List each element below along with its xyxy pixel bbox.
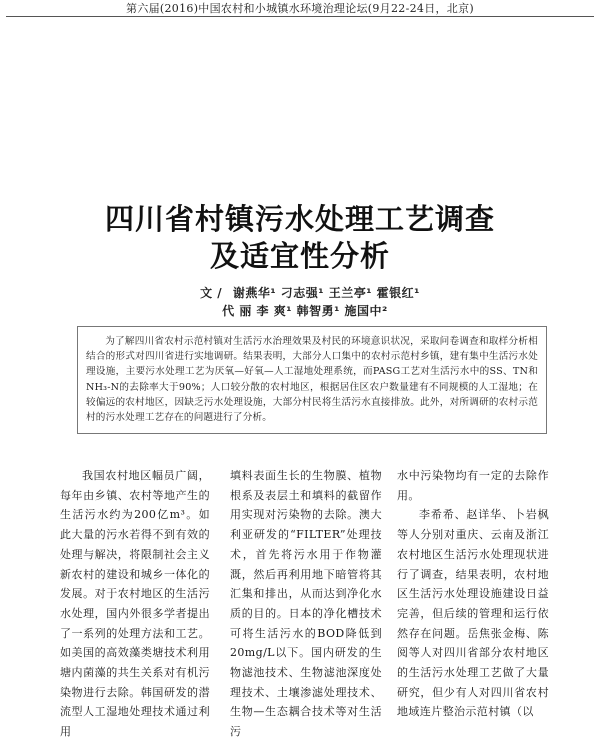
running-header — [0, 0, 600, 22]
body-column-3 — [397, 466, 549, 719]
abstract-box: 为了解四川省农村示范村镇对生活污水治理效果及村民的环境意识状况，采取问卷调查和取样分析相结合的形式对四川省进行实地调研。结果表明，大部分人口集中的农村示范村乡镇，建有集中生活污水处理设施，主要污水处理工艺为厌氧—好氧—人工湿地处理系统，而PASG工艺对生活污水中的SS、TN和NH₃-N的去除率大于90%；人口较分散的农村地区，根据居住区农户数量建有不同规模的人工湿地；在较偏远的农村地区，因缺乏污水处理设施，大部分村民将生活污水直接排放。此外，对所调研的农村示范村的污水处理工艺存在的问题进行了分析。 — [77, 326, 547, 434]
author-names-1: 谢燕华¹ 刁志强¹ 王兰亭¹ 霍银红¹ — [232, 286, 420, 300]
running-header-text: 第六届(2016)中国农村和小城镇水环境治理论坛(9月22-24日，北京) — [120, 2, 480, 15]
author-line-1 — [0, 284, 600, 301]
article-title-line-1: 四川省村镇污水处理工艺调查 — [104, 202, 495, 236]
body-column-3-para-1: 水中污染物均有一定的去除作用。 — [397, 469, 549, 502]
body-column-2: 填料表面生长的生物膜、植物根系及表层土和填料的截留作用实现对污染物的去除。澳大利亚研发的“FILTER”处理技术，首先将污水用于作物灌溉，然后再利用地下暗管将其汇集和排出，从而达到净化水质的目的。日本的净化槽技术可将生活污水的BOD降低到20mg/L以下。国内研发的生物滤池技术、生物滤池深度处理技术、土壤渗滤处理技术、生物—生态耦合技术等对生活污 — [230, 469, 382, 739]
author-line-2: 代 丽 李 爽¹ 韩智勇¹ 施国中² — [222, 304, 388, 318]
body-column-1: 我国农村地区幅员广阔，每年由乡镇、农村等地产生的生活污水约为200亿m³。如此大量的污水若得不到有效的处理与解决，将限制社会主义新农村的建设和城乡一体化的发展。对于农村地区的生活污水处理，国内外很多学者提出了一系列的处理方法和工艺。如美国的高效藻类塘技术利用塘内菌藻的共生关系对有机污染物进行去除。韩国研发的潜流型人工湿地处理技术通过利用 — [60, 469, 210, 739]
article-title-line-2: 及适宜性分析 — [209, 239, 390, 273]
body-column-3-para-2: 李希希、赵详华、卜岩枫等人分别对重庆、云南及浙江农村地区生活污水处理现状进行了调查，结果表明，农村地区生活污水处理设施建设日益完善，但后续的管理和运行依然存在问题。岳焦张金梅、陈阅等人对四川省部分农村地区的生活污水处理工艺做了大量研究，但少有人对四川省农村地域连片整治示范村镇（以 — [397, 508, 549, 719]
author-prefix: 文 / — [200, 286, 227, 300]
header-rule — [6, 16, 594, 17]
